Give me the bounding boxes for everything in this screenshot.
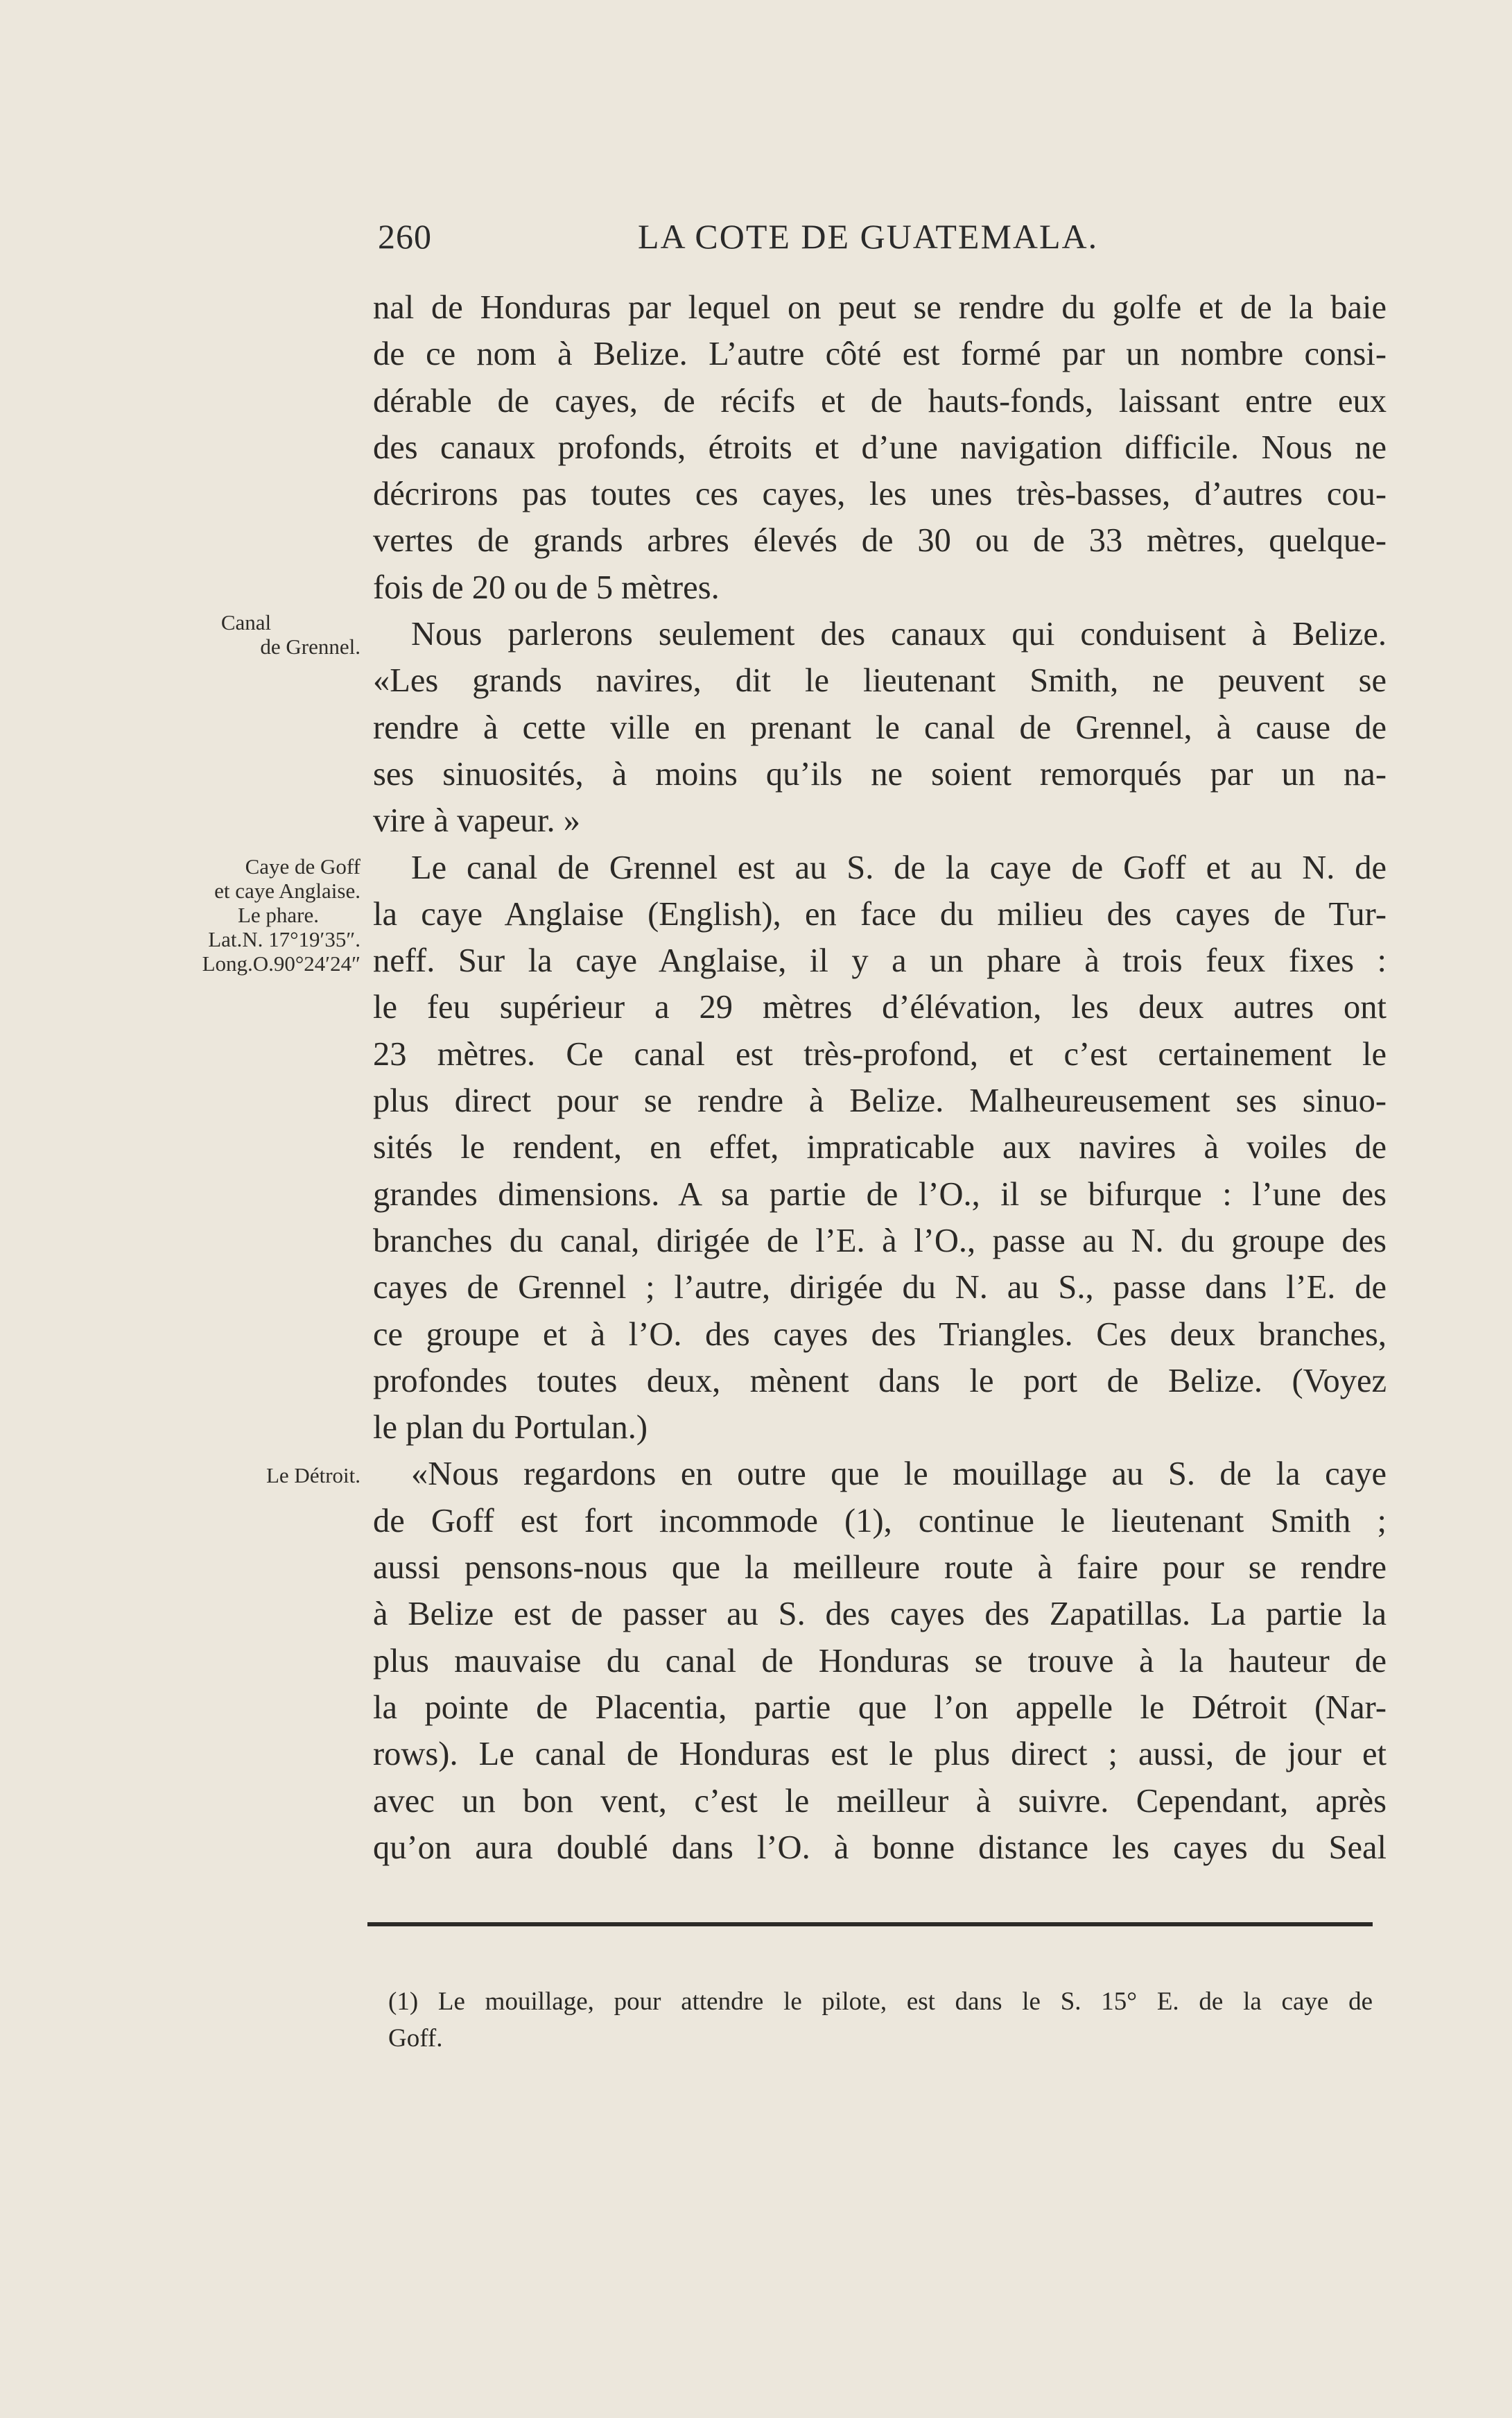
body-line: ses sinuosités, à moins qu’ils ne soient remorqués par un na- xyxy=(373,755,1387,793)
body-line: des canaux profonds, étroits et d’une navigation difficile. Nous ne xyxy=(373,429,1387,466)
body-line: branches du canal, dirigée de l’E. à l’O., passe au N. du groupe des xyxy=(373,1222,1387,1259)
body-line: vire à vapeur. » xyxy=(373,802,580,840)
body-line: le feu supérieur a 29 mètres d’élévation, les deux autres ont xyxy=(373,989,1387,1026)
body-line: 23 mètres. Ce canal est très-profond, et c’est certainement le xyxy=(373,1035,1387,1073)
margin-note-caye xyxy=(132,854,360,976)
footnote-rule xyxy=(367,1922,1373,1926)
body-line: à Belize est de passer au S. des cayes des Zapatillas. La partie la xyxy=(373,1596,1387,1633)
margin-note-line: Le Détroit. xyxy=(266,1463,360,1487)
body-line: rows). Le canal de Honduras est le plus direct ; aussi, de jour et xyxy=(373,1736,1387,1773)
body-line: décrirons pas toutes ces cayes, les unes très-basses, d’autres cou- xyxy=(373,476,1387,513)
body-line: dérable de cayes, de récifs et de hauts-fonds, laissant entre eux xyxy=(373,382,1387,420)
body-line: rendre à cette ville en prenant le canal de Grennel, à cause de xyxy=(373,709,1387,746)
body-line: nal de Honduras par lequel on peut se rendre du golfe et de la baie xyxy=(373,289,1387,326)
body-line: la pointe de Placentia, partie que l’on appelle le Détroit (Nar- xyxy=(373,1689,1387,1726)
footnote-line: Goff. xyxy=(388,2024,443,2053)
margin-note-detroit xyxy=(132,1463,360,1487)
body-line: «Nous regardons en outre que le mouillage au S. de la caye xyxy=(411,1456,1387,1493)
footnote-line: (1) Le mouillage, pour attendre le pilote, est dans le S. 15° E. de la caye de xyxy=(388,1987,1373,2016)
body-line: aussi pensons-nous que la meilleure route à faire pour se rendre xyxy=(373,1549,1387,1587)
body-line: la caye Anglaise (English), en face du milieu des cayes de Tur- xyxy=(373,895,1387,933)
body-line: le plan du Portulan.) xyxy=(373,1409,648,1447)
margin-note-line: Long.O.90°24′24″ xyxy=(202,951,360,976)
page-header xyxy=(374,216,1380,258)
body-line: plus mauvaise du canal de Honduras se trouve à la hauteur de xyxy=(373,1642,1387,1679)
body-line: neff. Sur la caye Anglaise, il y a un phare à trois feux fixes : xyxy=(373,942,1387,980)
margin-note-line: Lat.N. 17°19′35″. xyxy=(208,927,360,951)
running-title: LA COTE DE GUATEMALA. xyxy=(638,217,1099,256)
margin-note-line: Canal xyxy=(220,610,272,634)
page-number: 260 xyxy=(378,217,432,256)
margin-note-line: et caye Anglaise. xyxy=(214,879,360,903)
body-line: sités le rendent, en effet, impraticable aux navires à voiles de xyxy=(373,1129,1387,1166)
body-text xyxy=(373,284,1387,1871)
margin-note-line: Caye de Goff xyxy=(245,854,360,879)
body-line: «Les grands navires, dit le lieutenant Smith, ne peuvent se xyxy=(373,662,1387,700)
body-line: fois de 20 ou de 5 mètres. xyxy=(373,569,720,606)
body-line: cayes de Grennel ; l’autre, dirigée du N. au S., passe dans l’E. de xyxy=(373,1269,1387,1306)
body-line: plus direct pour se rendre à Belize. Malheureusement ses sinuo- xyxy=(373,1082,1387,1120)
body-line: grandes dimensions. A sa partie de l’O., il se bifurque : l’une des xyxy=(373,1175,1387,1213)
body-line: ce groupe et à l’O. des cayes des Triangles. Ces deux branches, xyxy=(373,1315,1387,1353)
margin-note-line: Le phare. xyxy=(237,903,319,927)
margin-note-canal xyxy=(132,610,360,659)
margin-note-line: de Grennel. xyxy=(260,634,360,659)
body-line: Le canal de Grennel est au S. de la caye de Goff et au N. de xyxy=(411,849,1387,886)
body-line: Nous parlerons seulement des canaux qui conduisent à Belize. xyxy=(411,616,1387,653)
body-line: profondes toutes deux, mènent dans le port de Belize. (Voyez xyxy=(373,1362,1387,1399)
body-line: de Goff est fort incommode (1), continue le lieutenant Smith ; xyxy=(373,1502,1387,1539)
footnote xyxy=(388,1983,1373,2057)
body-line: de ce nom à Belize. L’autre côté est formé par un nombre consi- xyxy=(373,336,1387,373)
body-line: qu’on aura doublé dans l’O. à bonne distance les cayes du Seal xyxy=(373,1829,1387,1866)
body-line: vertes de grands arbres élevés de 30 ou de 33 mètres, quelque- xyxy=(373,522,1387,560)
body-line: avec un bon vent, c’est le meilleur à suivre. Cependant, après xyxy=(373,1782,1387,1820)
